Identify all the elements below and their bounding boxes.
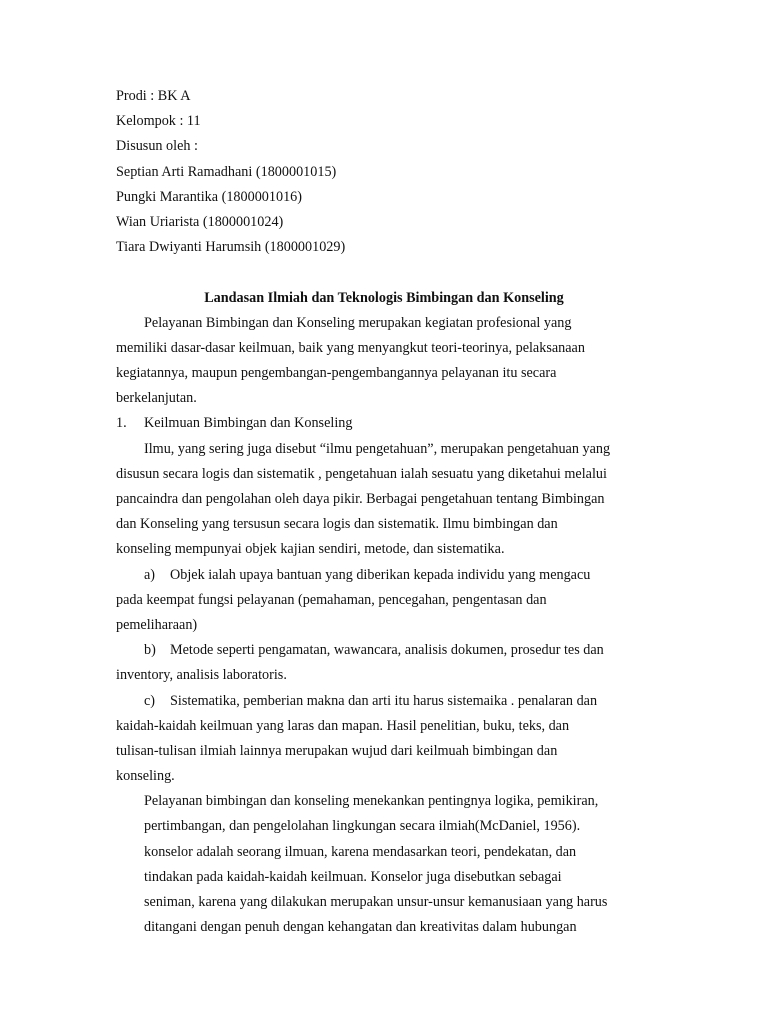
sub-item-line: pada keempat fungsi pelayanan (pemahaman, pencegahan, pengentasan dan [116, 591, 547, 608]
sub-item-line [116, 563, 652, 588]
header-block [116, 84, 652, 260]
paragraph-line: disusun secara logis dan sistematik , pengetahuan ialah sesuatu yang diketahui melalui [116, 465, 607, 482]
paragraph-line: pancaindra dan pengolahan oleh daya pikir. Berbagai pengetahuan tentang Bimbingan [116, 491, 605, 507]
member-name: Wian Uriarista (1800001024) [116, 213, 284, 230]
disusun-line: Disusun oleh : [116, 138, 198, 155]
section-heading [116, 411, 652, 436]
sub-item-a [116, 563, 652, 639]
paragraph-line: ditangani dengan penuh dengan kehangatan dan kreativitas dalam hubungan [144, 919, 577, 936]
section-heading-text: Keilmuan Bimbingan dan Konseling [144, 415, 353, 432]
section-number: 1. [116, 415, 127, 432]
sub-item-label: c) [144, 692, 156, 709]
paragraph-line: tindakan pada kaidah-kaidah keilmuan. Konselor juga disebutkan sebagai [144, 868, 562, 885]
sub-item-line [116, 638, 652, 663]
sub-item-label: a) [144, 566, 156, 583]
member-name: Pungki Marantika (1800001016) [116, 188, 302, 205]
closing-paragraph [116, 789, 652, 940]
paragraph-line: seniman, karena yang dilakukan merupakan unsur-unsur kemanusiaan yang harus [144, 894, 608, 910]
sub-item-line: inventory, analisis laboratoris. [116, 667, 287, 684]
prodi-line: Prodi : BK A [116, 88, 191, 104]
paragraph-line: dan Konseling yang tersusun secara logis dan sistematik. Ilmu bimbingan dan [116, 516, 558, 533]
sub-item-label: b) [144, 642, 156, 659]
sub-item-c [116, 689, 652, 790]
sub-item-text: Sistematika, pemberian makna dan arti itu harus sistemaika . penalaran dan [170, 692, 598, 709]
intro-paragraph [116, 311, 652, 412]
paragraph-line: Ilmu, yang sering juga disebut “ilmu pengetahuan”, merupakan pengetahuan yang [144, 440, 611, 457]
member-name: Septian Arti Ramadhani (1800001015) [116, 163, 337, 180]
paragraph-line: konselor adalah seorang ilmuan, karena mendasarkan teori, pendekatan, dan [144, 843, 577, 860]
paragraph-line: kegiatannya, maupun pengembangan-pengembangannya pelayanan itu secara [116, 365, 557, 382]
sub-item-line: tulisan-tulisan ilmiah lainnya merupakan wujud dari keilmuah bimbingan dan [116, 742, 558, 759]
sub-item-text: Metode seperti pengamatan, wawancara, analisis dokumen, prosedur tes dan [170, 642, 604, 659]
sub-item-line: kaidah-kaidah keilmuan yang laras dan mapan. Hasil penelitian, buku, teks, dan [116, 717, 570, 734]
section-paragraph [116, 437, 652, 563]
paragraph-line: konseling mempunyai objek kajian sendiri, metode, dan sistematika. [116, 541, 505, 558]
paragraph-line: pertimbangan, dan pengelolahan lingkungan secara ilmiah(McDaniel, 1956). [144, 818, 581, 835]
sub-item-line: pemeliharaan) [116, 616, 198, 633]
paragraph-line: Pelayanan bimbingan dan konseling menekankan pentingnya logika, pemikiran, [144, 793, 599, 810]
kelompok-line: Kelompok : 11 [116, 113, 201, 130]
sub-item-line: konseling. [116, 768, 175, 785]
paragraph-line: Pelayanan Bimbingan dan Konseling merupakan kegiatan profesional yang [144, 314, 572, 331]
document-page [116, 84, 652, 940]
sub-item-b [116, 638, 652, 688]
paragraph-line: memiliki dasar-dasar keilmuan, baik yang menyangkut teori-teorinya, pelaksanaan [116, 339, 585, 356]
document-title: Landasan Ilmiah dan Teknologis Bimbingan dan Konseling [204, 289, 564, 306]
sub-item-text: Objek ialah upaya bantuan yang diberikan kepada individu yang mengacu [170, 566, 591, 583]
sub-item-line [116, 689, 652, 714]
member-name: Tiara Dwiyanti Harumsih (1800001029) [116, 239, 346, 256]
paragraph-line: berkelanjutan. [116, 390, 197, 407]
